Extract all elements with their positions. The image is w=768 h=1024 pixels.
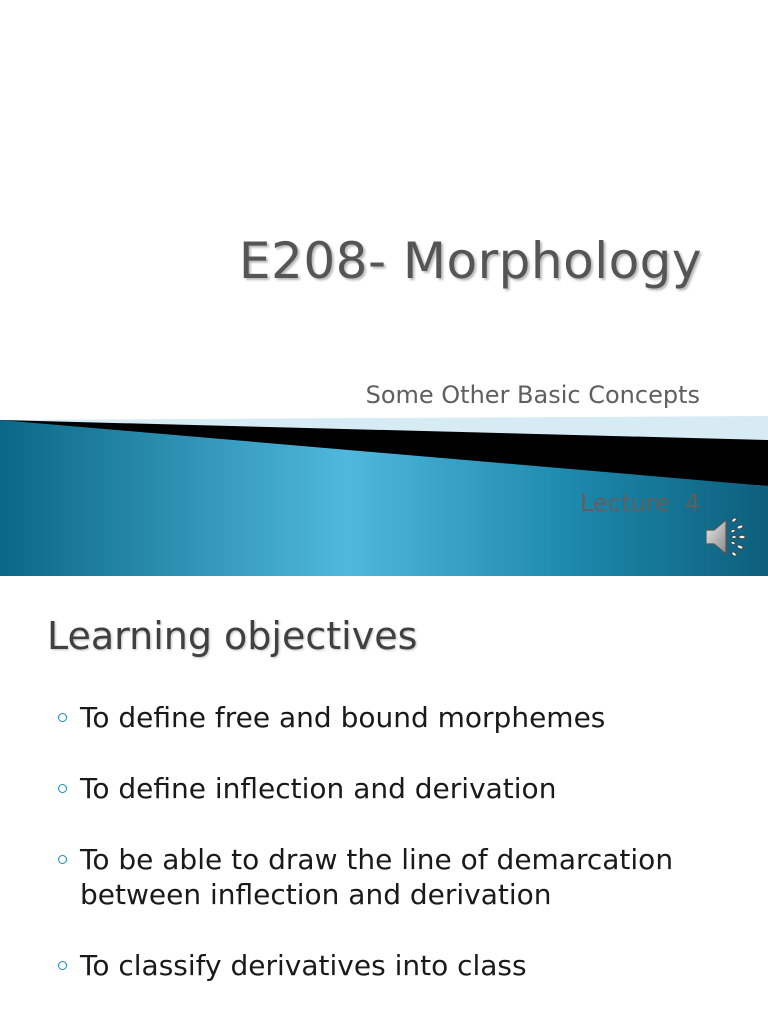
bullet-text: To classify derivatives into class [80,949,527,982]
speaker-icon[interactable] [700,512,756,562]
circle-bullet-icon [58,713,67,722]
bullet-text: To define free and bound morphemes [80,701,606,734]
slide-subtitle [366,305,700,576]
slide-heading: Learning objectives [47,614,418,658]
slide-title: E208- Morphology [238,232,702,290]
circle-bullet-icon [58,961,67,970]
list-item [58,842,738,912]
bullet-text: To define inflection and derivation [80,772,557,805]
list-item [58,948,738,983]
subtitle-line: Some Other Basic Concepts [365,381,700,409]
objectives-list [58,700,738,1019]
bullet-text: To be able to draw the line of demarcation between inflection and derivation [80,843,674,911]
lecture-label: Lecture 4 [579,489,700,517]
circle-bullet-icon [58,855,67,864]
list-item [58,700,738,735]
objectives-slide [0,576,768,1024]
list-item [58,771,738,806]
circle-bullet-icon [58,784,67,793]
